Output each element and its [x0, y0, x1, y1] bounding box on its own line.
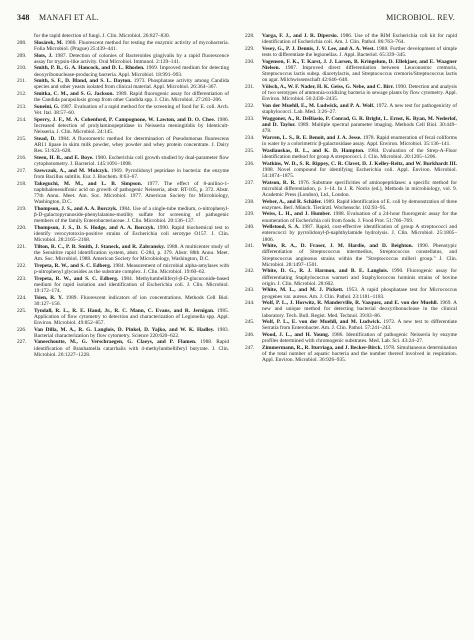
- reference-authors: Völsch, A., W. F. Nader, H. K. Geiss, G. Nebe, and C. Birr.: [262, 83, 394, 90]
- reference-entry: [17, 206, 229, 224]
- reference-entry: [245, 243, 457, 268]
- reference-entry: [245, 161, 457, 179]
- reference-text: 1972. A new test for pathogenicity of staphylococci. Lab. Med. 3:26–27.: [262, 102, 457, 116]
- reference-entry: [245, 224, 457, 242]
- reference-entry: [17, 65, 229, 77]
- reference-authors: Sperry, J. F., M. A. Cohenford, P. Campognone, W. Lawton, and D. O. Chee.: [34, 116, 216, 123]
- reference-number: 208.: [17, 39, 27, 46]
- reference-text: 1988. A multicenter study of the Sensititre rapid identification system, abstr. C-284, p. 379. Abstr. 88th Annu. Meet. Am. Soc. Microbiol. 1988. American Society for Microbiology, Washington, D.C.: [34, 243, 229, 263]
- reference-text: 1969. Pyrrolidonyl peptidase in bacteria: the enzyme from Bacillus subtilis. Eur. J. Biochem. 8:63–67.: [34, 167, 229, 180]
- reference-number: 213.: [17, 104, 27, 110]
- reference-entry: [245, 180, 457, 198]
- reference-entry: [17, 136, 229, 154]
- reference-authors: Van Dilla, M. A., R. G. Langlois, D. Pinkel, D. Yajko, and W. K. Hadley.: [34, 326, 215, 333]
- reference-text: 1985. Application of flow cytometry to detection and characterization of Legionella spp. Appl. Environ. Microbiol. 49:852–857.: [34, 307, 229, 326]
- reference-entry: [245, 46, 457, 58]
- reference-entry: [245, 103, 457, 115]
- reference-text: 1986. Increased detection of prolylaminopeptidase in Neisseria meningitidis by Identicult-Neisseria. J. Clin. Microbiol. 24:145.: [34, 116, 230, 136]
- reference-authors: Von der Muehll, E., M. Ludwick, and P. A. Wolf.: [262, 102, 375, 109]
- reference-text: 1988. Evaluation of a 24-hour fluorogenic assay for the enumeration of Escherichia coli from foods. J. Food Prot. 51:766–769.: [262, 211, 458, 224]
- reference-authors: Watson, R. R.: [262, 179, 296, 186]
- reference-entry: [17, 168, 229, 180]
- reference-number: 209.: [17, 52, 27, 59]
- reference-entry: [17, 181, 229, 206]
- reference-text: 1983. Bacterial characterization by flow cytometry. Science 220:620–622.: [34, 326, 230, 339]
- reference-number: 212.: [17, 91, 27, 98]
- reference-text: 1990. Detection and analysis of two serotypes of ammonia-oxidizing bacteria in sewage plants by flow cytometry. Appl. Environ. Microbiol. 56:2430–2435.: [262, 83, 457, 103]
- reference-entry: [245, 84, 457, 102]
- reference-text: 1969. Improved medium for detecting deoxyribonuclease-producing bacteria. Appl. Microbiol. 18:991–993.: [34, 65, 229, 78]
- journal-name: MICROBIOL. REV.: [386, 13, 455, 22]
- reference-text: 1980. Fluorescent method for testing the enzymic activity of mycobacteria. Folia Microbiol. (Prague) 25:439–441.: [34, 39, 229, 52]
- reference-authors: Zimmermann, R., R. Iturriaga, and J. Becker-Birck.: [262, 345, 382, 352]
- reference-number: 229.: [245, 45, 255, 52]
- reference-entry: [245, 300, 457, 318]
- reference-authors: Steen, H. B., and E. Boye.: [34, 154, 94, 161]
- reference-text: 1987. Improved direct differentiation between Leuconostoc cremoris, Streptococcus lactis subsp. diacetylactis, and Streptococcus cremoris/Streptococcus lactis on agar. Milchwissenschaft 42:646–648.: [262, 64, 457, 84]
- reference-text: 1989. Rapid identification of E. coli by demonstration of three enzymes. Berl. Münch. Tierärztl. Wochenschr. 102:93–95.: [262, 198, 457, 211]
- page-number: 348: [17, 13, 30, 22]
- reference-text: 1976. Substrate specificities of aminopeptidases: a specific method for microbial differentiation, p. 1–14. In J. R. Norris (ed.), Methods in microbiology, vol. 9. Academic Press (London), Ltd., London.: [262, 179, 458, 198]
- reference-number: 225.: [17, 307, 27, 314]
- reference-authors: Waggoner, A., R. DeBiasio, P. Conrad, G. R. Bright, L. Ernst, K. Ryan, M. Nederlof, and D. Taylor.: [262, 115, 457, 128]
- reference-entry: [17, 104, 229, 116]
- reference-authors: Wolf, P. L., E. von der Muehll, and M. Ludwick.: [262, 319, 381, 326]
- reference-text: 1984. A fluorometric method for determination of Pseudomonas fluorescens AR11 lipase in skim milk powder, whey powder and whey protein concentrate. J. Dairy Res. 51:623–628.: [34, 135, 229, 155]
- reference-entry: [245, 211, 457, 223]
- reference-number: 230.: [245, 58, 255, 65]
- reference-authors: Weber, A., and R. Schäfer.: [262, 198, 322, 205]
- reference-authors: Wolf, P. L., J. Horwitz, R. Manderville, R. Vazquez, and E. von der Muehll.: [262, 300, 438, 307]
- reference-entry: [245, 59, 457, 84]
- reference-number: 217.: [17, 167, 27, 174]
- reference-authors: Tilton, R. C., P. B. Smith, J. Staneck, and R. Zabransky.: [34, 243, 165, 250]
- reference-entry: [245, 345, 457, 363]
- reference-text: 1990. Fluorogenic assay for differentiating Staphylococcus warneri and Staphylococcus hominis strains of bovine origin. J. Clin. Microbiol. 28:602.: [262, 268, 457, 287]
- reference-text: 1986. Identification of pathogenic Neisseria by enzyme profiles determined with chromogenic substrates. Med. Lab. Sci. 43:24–27.: [262, 332, 457, 345]
- reference-entry: [17, 244, 229, 262]
- reference-text: 1989. Rapid fluorogenic assay for differentiation of the Candida parapsilosis group from other Candida spp. J. Clin. Microbiol. 27:203–206.: [34, 91, 229, 104]
- reference-text: 1987. Detection of colonies of Bacteroides gingivalis by a rapid fluorescence assay for trypsin-like activity. Oral Microbiol. Immunol. 2:139–141.: [34, 52, 230, 65]
- reference-entry: [17, 327, 229, 339]
- reference-number: 211.: [17, 78, 27, 85]
- reference-text: 1988. Rapid identification of Branhamella catarrhalis with 4-methylumbelliferyl butyrate. J. Clin. Microbiol. 26:1227–1228.: [34, 339, 229, 358]
- reference-number: 231.: [245, 83, 255, 90]
- reference-authors: Stead, D.: [34, 135, 56, 142]
- reference-entry: [17, 263, 229, 275]
- reference-entry: [245, 33, 457, 45]
- reference-text: 1986. Use of the RIM Escherichia coli kit for rapid identification of Escherichia coli. Am. J. Clin. Pathol. 86:763–764.: [262, 33, 457, 46]
- reference-authors: Wasilauskas, B. L., and K. D. Hampton.: [262, 147, 365, 154]
- reference-number: 228.: [245, 33, 255, 39]
- reference-number: 227.: [17, 339, 27, 346]
- reference-authors: Smitka, C. M., and S. G. Jackson.: [34, 91, 114, 98]
- reference-entry: [245, 116, 457, 134]
- reference-text: 1988. Further development of simple tests to differentiate the legionellas. J. Appl. Bacteriol. 65:339–345.: [262, 45, 457, 59]
- reference-authors: Wellstood, S. A.: [262, 224, 300, 231]
- reference-authors: Smith, P. B., G. A. Hancock, and D. L. Rhoden.: [34, 65, 145, 72]
- reference-number: 221.: [17, 243, 27, 250]
- reference-number: 218.: [17, 180, 27, 187]
- reference-text: 1990. Phenotypic differentiation of Streptococcus intermedius, Streptococcus constellatus, and Streptococcus anginosus strains within the "Streptococcus milleri group." J. Clin. Microbiol. 28:1497–1501.: [262, 243, 457, 268]
- reference-number: 226.: [17, 326, 27, 333]
- reference-text: 1977. The effect of 8-anilino-1-naphthalenesulfonic acid on growth of pathogenic Neisseria, abstr. RT-105, p. 372. Abstr. 77th Annu. Meet. Am. Soc. Microbiol. 1977. American Society for Microbiology, Washington, D.C.: [34, 180, 230, 206]
- reference-text: 1969. A new and unique method for detecting bacterial deoxyribonuclease in the clinical laboratory. Tech. Bull. Regist. Med. Technol. 39:83–86.: [262, 300, 458, 319]
- reference-authors: Vogensen, F. K., T. Karst, J. J. Larsen, B. Kringelum, D. Ellekjaer, and E. Waagner Nielsen.: [262, 58, 457, 71]
- reference-entry: [17, 308, 229, 326]
- reference-entry: [245, 199, 457, 211]
- left-reference-column: [17, 33, 229, 358]
- reference-number: 241.: [245, 243, 255, 250]
- reference-text: 1987. Rapid, cost-effective identification of group A streptococci and enterococci by pyrrolidonyl-β-naphthylamide hydrolysis. J. Clin. Microbiol. 25:1805–1806.: [262, 224, 457, 243]
- reference-number: 247.: [245, 345, 255, 352]
- reference-entry: [17, 295, 229, 307]
- reference-entry: [245, 268, 457, 286]
- reference-entry: [17, 53, 229, 65]
- reference-text: 1989. Fluorescent indicators of ion concentrations. Methods Cell Biol. 30:127–156.: [34, 294, 229, 307]
- reference-authors: Weiss, L. H., and J. Humber.: [262, 211, 331, 218]
- reference-text: 1988. Novel compound for identifying Escherichia coli. Appl. Environ. Microbiol. 54:1874–1875.: [262, 166, 457, 179]
- reference-text: 1978. Simultaneous determination of the total number of aquatic bacteria and the number thereof involved in respiration. Appl. Environ. Microbiol. 36:926–935.: [262, 345, 457, 364]
- running-authors: MANAFI ET AL.: [39, 13, 100, 22]
- reference-entry: [245, 148, 457, 160]
- reference-authors: White, M. L., and M. J. Pickett.: [262, 287, 344, 294]
- reference-authors: Slots, J.: [34, 52, 53, 59]
- reference-authors: White, D. G., R. J. Harmon, and B. E. Langlois.: [262, 268, 389, 275]
- reference-authors: Vaneechoutte, M., G. Verschraegen, G. Claeys, and P. Flamen.: [34, 339, 197, 346]
- reference-entry: [17, 40, 229, 52]
- reference-entry: [245, 332, 457, 344]
- page-header: [17, 13, 455, 27]
- reference-entry: [17, 117, 229, 135]
- reference-entry: [245, 135, 457, 147]
- reference-entry: [245, 319, 457, 331]
- reference-number: 238.: [245, 198, 255, 205]
- reference-number: 240.: [245, 224, 255, 231]
- reference-entry: [17, 91, 229, 103]
- reference-authors: Trepeta, R. W., and S. C. Edberg.: [34, 275, 119, 282]
- right-reference-column: [245, 33, 457, 364]
- reference-number: 244.: [245, 300, 255, 307]
- reference-number: 224.: [17, 294, 27, 301]
- reference-number: 243.: [245, 287, 255, 294]
- reference-number: 223.: [17, 275, 27, 282]
- reference-entry: [17, 225, 229, 243]
- reference-number: 235.: [245, 147, 255, 154]
- reference-authors: White, R. A., D. Fraser, J. M. Hardie, and D. Beighton.: [262, 243, 413, 250]
- reference-authors: Warren, L. S., R. E. Benoit, and J. A. Jesse.: [262, 134, 362, 141]
- reference-text: 1980. Escherichia coli growth studied by dual-parameter flow cytophotometry. J. Bacteriol. 145:1091–1098.: [34, 154, 230, 168]
- reference-authors: Thompson, J. S., and A. A. Borczyk.: [34, 205, 118, 212]
- reference-authors: Slosárek, M.: [34, 39, 63, 46]
- reference-number: 222.: [17, 262, 27, 269]
- reference-number: 234.: [245, 134, 255, 141]
- reference-number: 246.: [245, 332, 255, 339]
- reference-text: 1978. Rapid enumeration of fecal coliforms in water by a colorimetric β-galactosidase assay. Appl. Environ. Microbiol. 35:136–141.: [262, 134, 457, 147]
- reference-number: 210.: [17, 65, 27, 72]
- reference-authors: Thompson, J. S., D. S. Hodge, and A. A. Borczyk.: [34, 224, 155, 231]
- reference-number: 245.: [245, 319, 255, 326]
- reference-number: 215.: [17, 135, 27, 142]
- reference-number: 232.: [245, 102, 255, 109]
- reference-text: 1984. Methylumbelliferyl-β-D-glucuronide-based medium for rapid isolation and identification of Escherichia coli. J. Clin. Microbiol. 19:172–174.: [34, 275, 230, 294]
- reference-number: 242.: [245, 268, 255, 275]
- reference-text: 1987. Evaluation of a rapid method for the screening of food for E. coli. Arch. Vet. Ital. 38:57–60.: [34, 104, 229, 117]
- reference-number: 214.: [17, 116, 27, 123]
- reference-authors: Watkins, W. D., S. R. Rippey, C. R. Clavet, D. J. Kelley-Reitz, and W. Burkhardt III.: [262, 160, 457, 167]
- reference-authors: Soneini, G.: [34, 104, 60, 110]
- reference-text: 1984. Measurement of microbial alpha-amylases with p-nitrophenyl glycosides as the substrate complex. J. Clin. Microbiol. 19:60–62.: [34, 262, 229, 275]
- reference-number: 216.: [17, 154, 27, 161]
- reference-number: 236.: [245, 160, 255, 167]
- reference-entry: [17, 276, 229, 294]
- reference-text: 1984. Evaluation of the Strep-A-Fluor identification method for group A streptococci. J. Clin. Microbiol. 20:1205–1206.: [262, 147, 457, 160]
- reference-text: 1953. A rapid phosphatase test for Micrococcus pyogenes var. aureus. Am. J. Clin. Pathol. 23:1181–1183.: [262, 287, 457, 300]
- reference-entry: [245, 287, 457, 299]
- reference-text: 1973. Phosphatase activity among Candida species and other yeasts isolated from clinical material. Appl. Microbiol. 26:364–367.: [34, 78, 230, 91]
- reference-text: 1990. Rapid biochemical test to identify verocytotoxin-positive strains of Escherichia coli serotype O157. J. Clin. Microbiol. 28:2165–2168.: [34, 224, 229, 244]
- reference-authors: Szewczuk, A., and M. Mulczyk.: [34, 167, 109, 174]
- reference-authors: Vesey, G., P. J. Dennis, J. V. Lee, and A. A. West.: [262, 45, 375, 52]
- reference-authors: Tyndall, R. L., R. E. Hand, Jr., R. C. Mann, C. Evans, and R. Jernigan.: [34, 307, 215, 314]
- reference-entry: [17, 155, 229, 167]
- reference-entry: [17, 78, 229, 90]
- reference-entry: [17, 339, 229, 357]
- reference-number: 239.: [245, 211, 255, 218]
- reference-authors: Tsien, R. Y.: [34, 294, 63, 301]
- reference-authors: Smith, S. F., D. Bland, and S. L. Dayton.: [34, 78, 132, 85]
- reference-authors: Wood, J. L., and H. Young.: [262, 332, 330, 339]
- reference-number: 237.: [245, 179, 255, 186]
- reference-authors: Trepeta, R. W., and S. C. Edberg.: [34, 262, 112, 269]
- reference-text: 1972. A new test to differentiate Serratia from Enterobacter. Am. J. Clin. Pathol. 57:241–243.: [262, 319, 457, 332]
- reference-number: 220.: [17, 224, 27, 231]
- reference-text: 1984. Use of a single-tube medium, o-nitrophenyl-β-D-galactopyranoside-phenylalanine-motility sulfate for screening of pathogenic members of the family Enterobacteriaceae. J. Clin. Microbiol. 20:136–137.: [34, 205, 229, 225]
- reference-number: 233.: [245, 115, 255, 122]
- reference-text: 1989. Multiple spectral parameter imaging. Methods Cell Biol. 30:449–478.: [262, 121, 457, 135]
- reference-continuation: for the rapid detection of fungi. J. Clin. Microbiol. 26:827–830.: [34, 33, 170, 39]
- reference-number: 219.: [17, 205, 27, 212]
- reference-authors: Varga, F. J., and J. R. Dipersio.: [262, 33, 339, 39]
- reference-authors: Takeguchi, M. M., and L. B. Simpson.: [34, 180, 143, 187]
